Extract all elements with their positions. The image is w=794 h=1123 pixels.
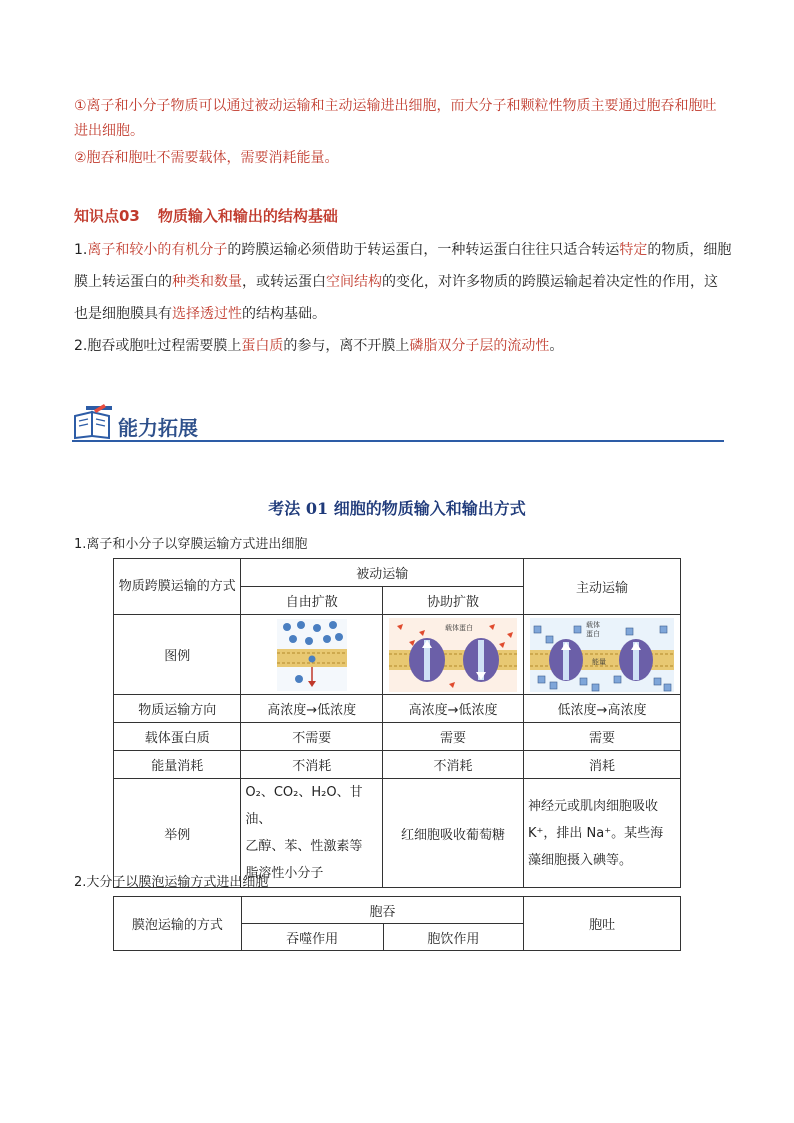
row-direction-free: 高浓度→低浓度 [241,695,383,723]
table2-phagocytosis: 吞噬作用 [241,924,383,951]
p1-highlight-5: 选择透过性 [172,306,242,322]
knowledge-point-title: 物质输入和输出的结构基础 [157,207,338,225]
knowledge-point-label: 知识点03 [74,207,140,225]
table1-free-header: 自由扩散 [241,587,383,615]
row-carrier-free: 不需要 [241,723,383,751]
transport-table [113,558,681,888]
row-energy-facilitated: 不消耗 [383,751,524,779]
table2-endocytosis-header: 胞吞 [241,897,524,924]
fig-carrier2-label-a: 载体 [586,620,600,629]
table2-pinocytosis: 胞饮作用 [383,924,524,951]
p1-text-6: 也是细胞膜具有 [74,306,172,322]
row-example-facilitated: 红细胞吸收葡萄糖 [383,779,524,888]
p2-text-3: 。 [549,338,564,354]
row-example-active [524,779,681,888]
kp-paragraph-2 [74,336,734,357]
row-carrier-label: 载体蛋白质 [114,723,241,751]
row-example-label: 举例 [114,779,241,888]
example-active-line-3: 藻细胞摄入碘等。 [528,852,633,868]
row-energy-active: 消耗 [524,751,681,779]
fig-carrier-label: 载体蛋白 [445,623,474,632]
table1-passive-header: 被动运输 [241,559,524,587]
p1-highlight-4: 空间结构 [326,274,382,290]
table2-caption: 2.大分子以膜泡运输方式进出细胞 [74,875,269,890]
intro-line-2: ②胞吞和胞吐不需要载体，需要消耗能量。 [74,150,339,166]
p2-highlight-1: 蛋白质 [241,338,284,354]
facilitated-diffusion-diagram-cell [383,615,524,695]
facilitated-diffusion-diagram [389,618,517,692]
p2-text-1: 2.胞吞或胞吐过程需要膜上 [74,338,242,354]
p1-highlight-2: 特定 [619,242,648,258]
table1-facilitated-header: 协助扩散 [383,587,524,615]
example-active-line-1: 神经元或肌肉细胞吸收 [528,798,659,814]
row-carrier-active: 需要 [524,723,681,751]
table1-corner: 物质跨膜运输的方式 [114,559,241,615]
table1-active-header: 主动运输 [524,559,681,615]
p1-text-2: 的物质，细胞 [647,242,732,258]
kp-paragraph-1-line-1 [74,240,734,261]
fig-energy-label: 能量 [592,657,606,666]
vesicle-transport-table [113,896,681,951]
intro-line-1: ①离子和小分子物质可以通过被动运输和主动运输进出细胞，而大分子和颗粒性物质主要通过胞吞和胞吐 [74,98,717,114]
p1-text-1: 的跨膜运输必须借助于转运蛋白，一种转运蛋白往往只适合转运 [227,242,620,258]
kp-paragraph-1-line-2 [74,272,734,293]
row-direction-active: 低浓度→高浓度 [524,695,681,723]
active-transport-diagram-cell [524,615,681,695]
row-carrier-facilitated: 需要 [383,723,524,751]
active-transport-diagram [530,618,674,692]
section-header-title: 能力拓展 [118,416,198,440]
section-header-divider [72,440,724,442]
table2-exocytosis-header: 胞吐 [524,897,681,951]
p1-text-4: ，或转运蛋白 [242,274,326,290]
intro-line-1b: 进出细胞。 [74,123,144,139]
p2-highlight-2: 磷脂双分子层的流动性 [409,338,550,354]
p1-text-7: 的结构基础。 [242,306,326,322]
kp-paragraph-1-line-3 [74,304,734,325]
example-free-line-2: 乙醇、苯、性激素等 [245,839,363,854]
p1-highlight-3: 种类和数量 [172,274,242,290]
p1-text-5: 的变化，对许多物质的跨膜运输起着决定性的作用，这 [382,274,718,290]
book-icon [72,404,114,440]
example-free-line-1: O₂、CO₂、H₂O、甘油、 [245,785,363,827]
free-diffusion-diagram [277,619,347,691]
table2-corner: 膜泡运输的方式 [114,897,242,951]
example-free-line-3: 脂溶性小分子 [245,866,324,881]
p1-prefix: 1. [74,242,88,258]
table1-caption: 1.离子和小分子以穿膜运输方式进出细胞 [74,537,308,552]
row-energy-free: 不消耗 [241,751,383,779]
free-diffusion-diagram-cell [241,615,383,695]
p1-text-3: 膜上转运蛋白的 [74,274,172,290]
row-energy-label: 能量消耗 [114,751,241,779]
row-direction-label: 物质运输方向 [114,695,241,723]
fig-carrier2-label-b: 蛋白 [586,629,600,638]
table1-diagram-label: 图例 [114,615,241,695]
example-active-line-2: K⁺，排出 Na⁺。某些海 [528,825,664,841]
knowledge-point-heading [74,205,338,226]
p1-highlight-1: 离子和较小的有机分子 [87,242,228,258]
row-direction-facilitated: 高浓度→低浓度 [383,695,524,723]
method-title: 考法 01 细胞的物质输入和输出方式 [268,499,526,518]
p2-text-2: 的参与，离不开膜上 [283,338,410,354]
